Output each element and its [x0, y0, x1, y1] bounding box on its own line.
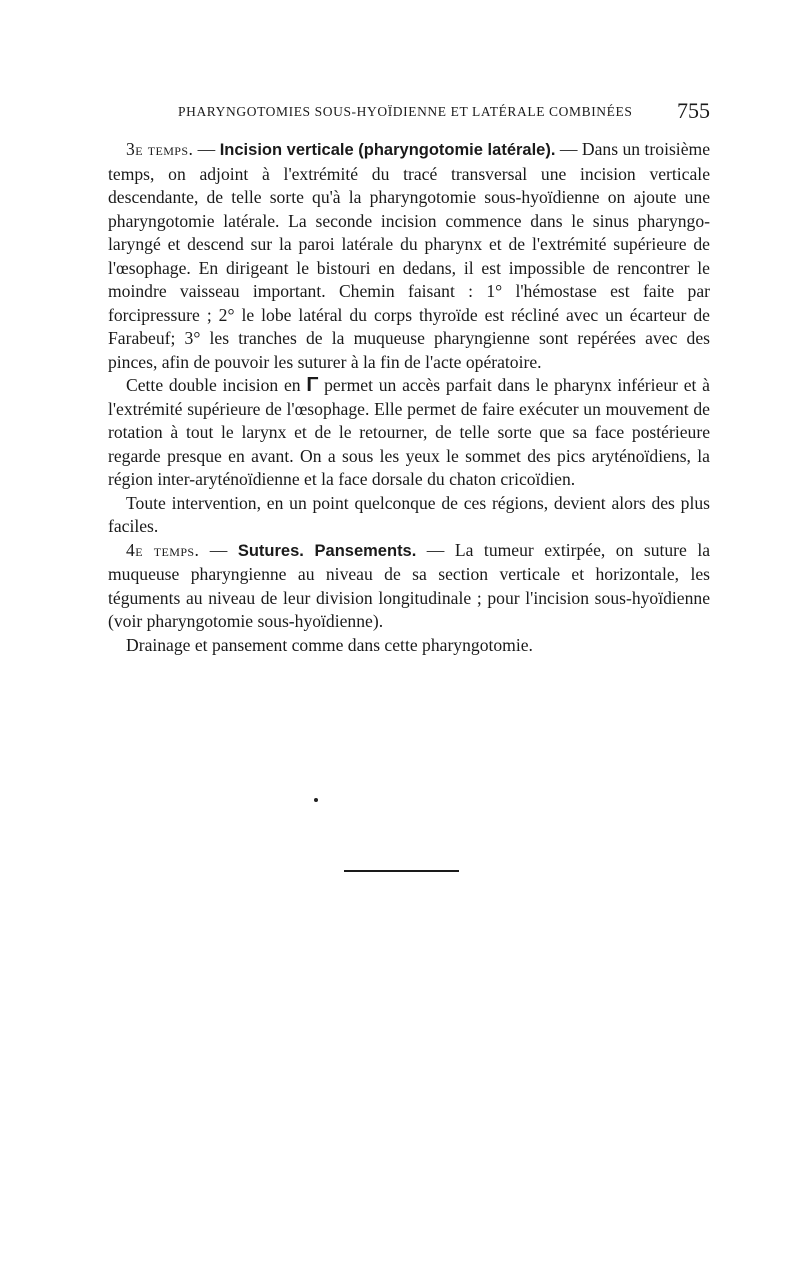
paragraph-drainage — [108, 634, 710, 658]
body-text — [108, 138, 710, 657]
em-dash: — — [193, 139, 220, 159]
paragraph-text: Dans un troisième temps, on adjoint à l'extrémité du tracé transversal une incision verticale descendante, de telle sorte qu'à la pharyngotomie sous-hyoïdienne on ajoute une pharyngotomie latérale. La seconde incision commence dans le sinus pharyngo-laryngé et descend sur la paroi latérale du pharynx et de l'extrémité supérieure de l'œsophage. En dirigeant le bistouri en dedans, il est impossible de rencontrer le moindre vaisseau important. Chemin faisant : 1° l'hémostase est faite par forcipressure ; 2° le lobe latéral du corps thyroïde est récliné avec un écarteur de Farabeuf; 3° les tranches de la muqueuse pharyngienne sont repérées avec des pinces, afin de pouvoir les suturer à la fin de l'acte opératoire. — [108, 139, 710, 372]
ink-speck — [314, 798, 318, 802]
step-label: 3e temps. — [126, 139, 194, 159]
running-title: PHARYNGOTOMIES SOUS-HYOÏDIENNE ET LATÉRALE COMBINÉES — [178, 104, 633, 119]
paragraph-text: Cette double incision en — [126, 375, 307, 395]
step-title: Incision verticale (pharyngotomie latérale). — [219, 141, 556, 159]
paragraph-text: Drainage et pansement comme dans cette pharyngotomie. — [126, 634, 533, 655]
incision-shape-glyph: Γ — [306, 374, 319, 396]
page-number: 755 — [677, 98, 710, 123]
paragraph-intervention — [108, 492, 710, 539]
em-dash: — — [555, 139, 582, 159]
running-header — [108, 100, 710, 124]
paragraph-text: La tumeur extirpée, on suture la muqueuse pharyngienne au niveau de sa section verticale et horizontale, les téguments au niveau de leur division longitudinale ; pour l'incision sous-hyoïdienne (voir pharyngotomie sous-hyoïdienne). — [108, 539, 711, 631]
step-label: 4e temps. — [126, 539, 200, 560]
paragraph-double-incision — [108, 374, 710, 492]
section-end-rule — [344, 870, 459, 872]
em-dash: — — [416, 539, 455, 560]
paragraph-text: permet un accès parfait dans le pharynx inférieur et à l'extrémité supérieure de l'œsophage. Elle permet de faire exécuter un mouvement de rotation à tout le larynx et de le retourner, de telle sorte que sa face postérieure regarde presque en avant. On a sous les yeux le sommet des pics aryténoïdiens, la région inter-aryténoïdienne et la face dorsale du chaton cricoïdien. — [108, 375, 710, 489]
step-title: Sutures. Pansements. — [237, 541, 417, 560]
paragraph-text: Toute intervention, en un point quelconque de ces régions, devient alors des plus faciles. — [108, 492, 710, 536]
em-dash: — — [199, 539, 238, 560]
paragraph-fourth-step — [108, 539, 710, 634]
paragraph-third-step — [108, 138, 710, 374]
